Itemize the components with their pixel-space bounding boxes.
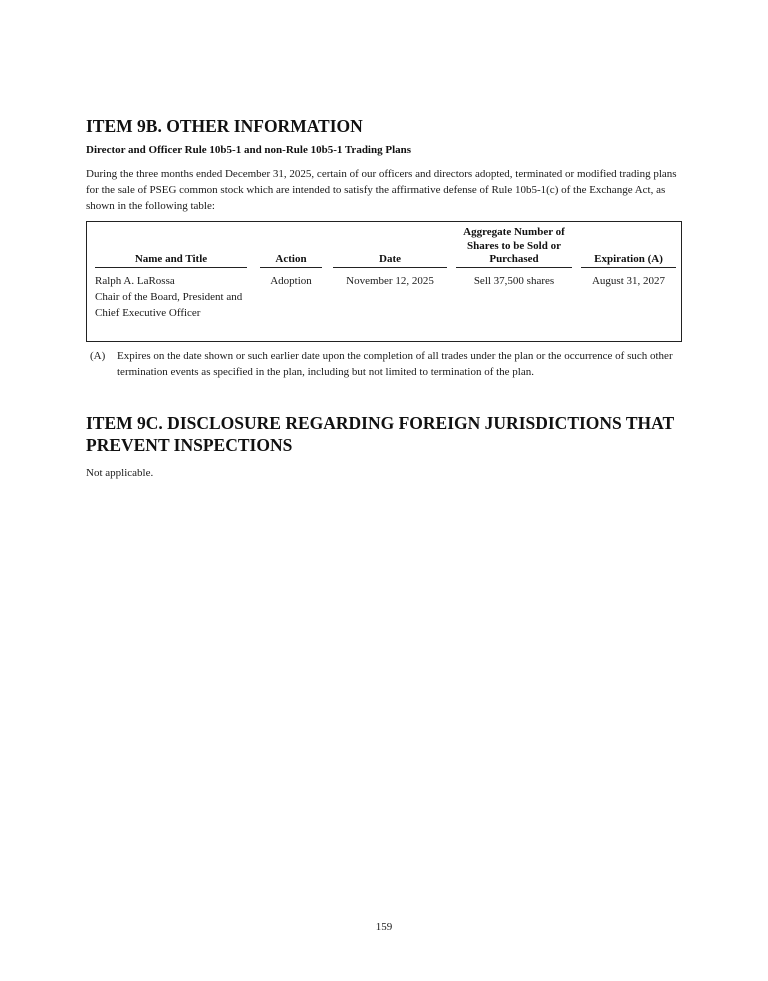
header-name-title: Name and Title	[134, 253, 208, 265]
cell-date: November 12, 2025	[346, 275, 434, 287]
cell-action: Adoption	[270, 275, 312, 287]
item-9b-heading: ITEM 9B. OTHER INFORMATION	[86, 116, 363, 136]
item-9c-heading: ITEM 9C. DISCLOSURE REGARDING FOREIGN JURISDICTIONS THAT PREVENT INSPECTIONS	[86, 413, 674, 455]
header-date: Date	[379, 253, 401, 265]
header-aggregate: Aggregate Number of Shares to be Sold or Purchased	[463, 226, 565, 265]
cell-aggregate: Sell 37,500 shares	[473, 275, 555, 287]
footnote-marker: (A)	[90, 350, 106, 362]
cell-title: Chair of the Board, President and Chief Executive Officer	[95, 291, 243, 319]
header-expiration: Expiration (A)	[594, 253, 663, 265]
cell-expiration: August 31, 2027	[591, 275, 666, 287]
header-rule	[456, 267, 572, 268]
trading-plans-table	[86, 221, 682, 342]
header-action: Action	[275, 253, 307, 265]
page-number: 159	[375, 921, 393, 933]
header-rule	[95, 267, 247, 268]
footnote-text: Expires on the date shown or such earlier date upon the completion of all trades under the plan or the occurrence of such other termination events as specified in the plan, including but not limited to termination of the plan.	[117, 350, 673, 378]
header-rule	[260, 267, 322, 268]
header-rule	[333, 267, 447, 268]
intro-paragraph: During the three months ended December 31, 2025, certain of our officers and directors adopted, terminated or modified trading plans for the sale of PSEG common stock which are intended to satisfy the affirmative defense of Rule 10b5-1(c) of the Exchange Act, as shown in the following table:	[86, 168, 677, 212]
item-9c-body: Not applicable.	[86, 467, 154, 479]
cell-name: Ralph A. LaRossa	[95, 275, 175, 287]
trading-plans-subheading: Director and Officer Rule 10b5-1 and non-Rule 10b5-1 Trading Plans	[86, 144, 412, 156]
header-rule	[581, 267, 676, 268]
